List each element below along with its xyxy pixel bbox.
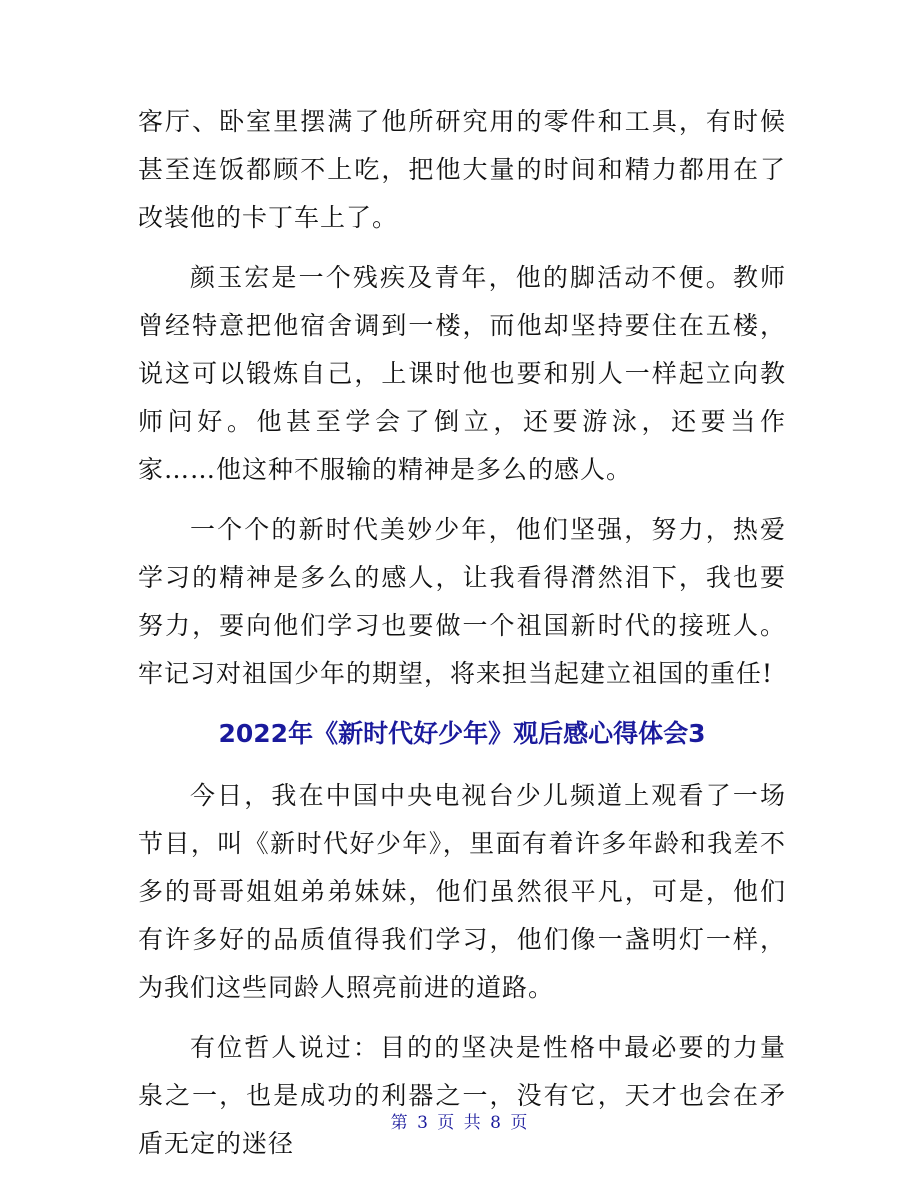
page-number-footer: 第 3 页 共 8 页 [390,1113,530,1133]
section-heading: 2022年《新时代好少年》观后感心得体会3 [218,719,706,748]
paragraph-1: 客厅、卧室里摆满了他所研究用的零件和工具，有时候甚至连饭都顾不上吃，把他大量的时间和精力都用在了改装他的卡丁车上了。 [138,107,786,232]
paragraph-3: 一个个的新时代美妙少年，他们坚强，努力，热爱学习的精神是多么的感人，让我看得潸然泪下，我也要努力，要向他们学习也要做一个祖国新时代的接班人。牢记习对祖国少年的期望，将来担当起建立祖国的重任! [138,515,786,688]
paragraph-4: 今日，我在中国中央电视台少儿频道上观看了一场节目，叫《新时代好少年》，里面有着许多年龄和我差不多的哥哥姐姐弟弟妹妹，他们虽然很平凡，可是，他们有许多好的品质值得我们学习，他们像一盏明灯一样，为我们这些同龄人照亮前进的道路。 [138,781,786,1002]
paragraph-2: 颜玉宏是一个残疾及青年，他的脚活动不便。教师曾经特意把他宿舍调到一楼，而他却坚持要住在五楼，说这可以锻炼自己，上课时他也要和别人一样起立向教师问好。他甚至学会了倒立，还要游泳，还要当作家……他这种不服输的精神是多么的感人。 [138,263,786,484]
paragraph-5: 有位哲人说过：目的的坚决是性格中最必要的力量泉之一，也是成功的利器之一，没有它，天才也会在矛盾无定的迷径 [138,1033,786,1158]
document-body [138,98,786,1180]
